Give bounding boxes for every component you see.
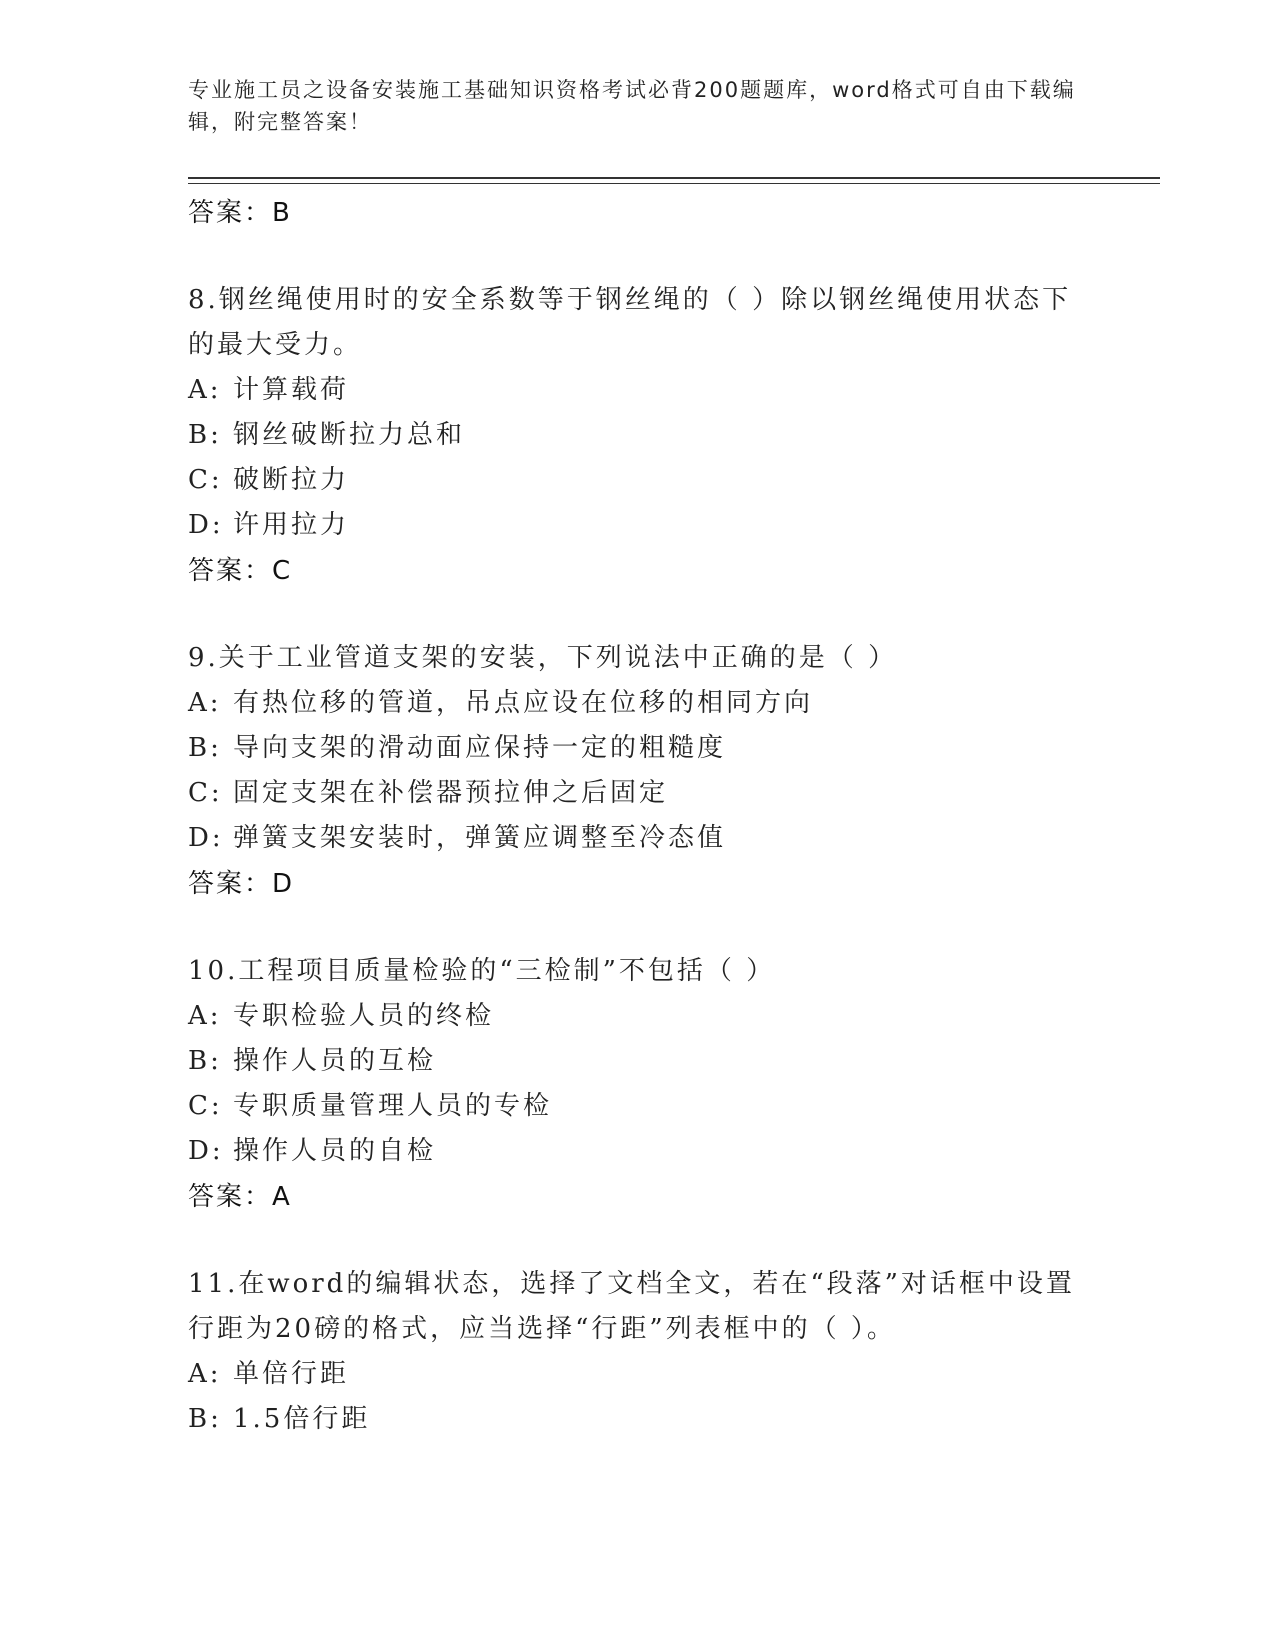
question-8 <box>188 278 1088 594</box>
option-b <box>188 413 1088 458</box>
option-key: B: <box>188 420 222 450</box>
option-key: D: <box>188 823 224 853</box>
question-9 <box>188 636 1088 907</box>
option-key: B: <box>188 733 222 763</box>
option-d <box>188 503 1088 548</box>
option-a <box>188 368 1088 413</box>
option-text: 单倍行距 <box>233 1359 350 1389</box>
question-text: 10.工程项目质量检验的“三检制”不包括（ ） <box>188 956 776 986</box>
option-text: 导向支架的滑动面应保持一定的粗糙度 <box>233 733 727 763</box>
option-b <box>188 726 1088 771</box>
option-text: 1.5倍行距 <box>233 1404 371 1434</box>
option-text: 钢丝破断拉力总和 <box>233 420 466 450</box>
option-text: 固定支架在补偿器预拉伸之后固定 <box>233 778 669 808</box>
option-text: 有热位移的管道，吊点应设在位移的相同方向 <box>233 688 814 718</box>
option-key: A: <box>188 1359 222 1389</box>
option-text: 操作人员的互检 <box>233 1046 437 1076</box>
option-a <box>188 681 1088 726</box>
option-text: 许用拉力 <box>233 510 350 540</box>
option-key: A: <box>188 375 222 405</box>
header-rule-thin <box>188 183 1160 184</box>
option-d <box>188 816 1088 861</box>
question-text: 9.关于工业管道支架的安装，下列说法中正确的是（ ） <box>188 643 898 673</box>
option-text: 专职检验人员的终检 <box>233 1001 495 1031</box>
answer-line: 答案：D <box>188 869 295 899</box>
option-key: C: <box>188 465 223 495</box>
option-c <box>188 1084 1088 1129</box>
header-rule-thick <box>188 177 1160 179</box>
option-key: D: <box>188 510 224 540</box>
option-text: 操作人员的自检 <box>233 1136 437 1166</box>
option-text: 计算载荷 <box>233 375 350 405</box>
option-key: C: <box>188 778 223 808</box>
option-key: B: <box>188 1404 222 1434</box>
option-d <box>188 1129 1088 1174</box>
answer-line: 答案：C <box>188 556 293 586</box>
option-key: A: <box>188 1001 222 1031</box>
option-a <box>188 994 1088 1039</box>
question-10 <box>188 949 1088 1220</box>
option-b <box>188 1397 1088 1442</box>
option-text: 弹簧支架安装时，弹簧应调整至冷态值 <box>233 823 727 853</box>
question-list <box>188 190 1088 1442</box>
option-key: A: <box>188 688 222 718</box>
question-text: 11.在word的编辑状态，选择了文档全文，若在“段落”对话框中设置行距为20磅的格式，应当选择“行距”列表框中的（ ）。 <box>188 1269 1075 1344</box>
option-text: 破断拉力 <box>233 465 350 495</box>
option-b <box>188 1039 1088 1084</box>
option-text: 专职质量管理人员的专检 <box>233 1091 553 1121</box>
question-11 <box>188 1262 1088 1442</box>
page-header: 专业施工员之设备安装施工基础知识资格考试必背200题题库，word格式可自由下载编辑，附完整答案！ <box>188 78 1076 134</box>
option-key: C: <box>188 1091 223 1121</box>
question-text: 8.钢丝绳使用时的安全系数等于钢丝绳的（ ）除以钢丝绳使用状态下的最大受力。 <box>188 285 1072 360</box>
option-key: B: <box>188 1046 222 1076</box>
option-c <box>188 771 1088 816</box>
option-a <box>188 1352 1088 1397</box>
answer-line: 答案：A <box>188 1182 292 1212</box>
option-c <box>188 458 1088 503</box>
previous-answer: 答案：B <box>188 198 292 228</box>
option-key: D: <box>188 1136 224 1166</box>
